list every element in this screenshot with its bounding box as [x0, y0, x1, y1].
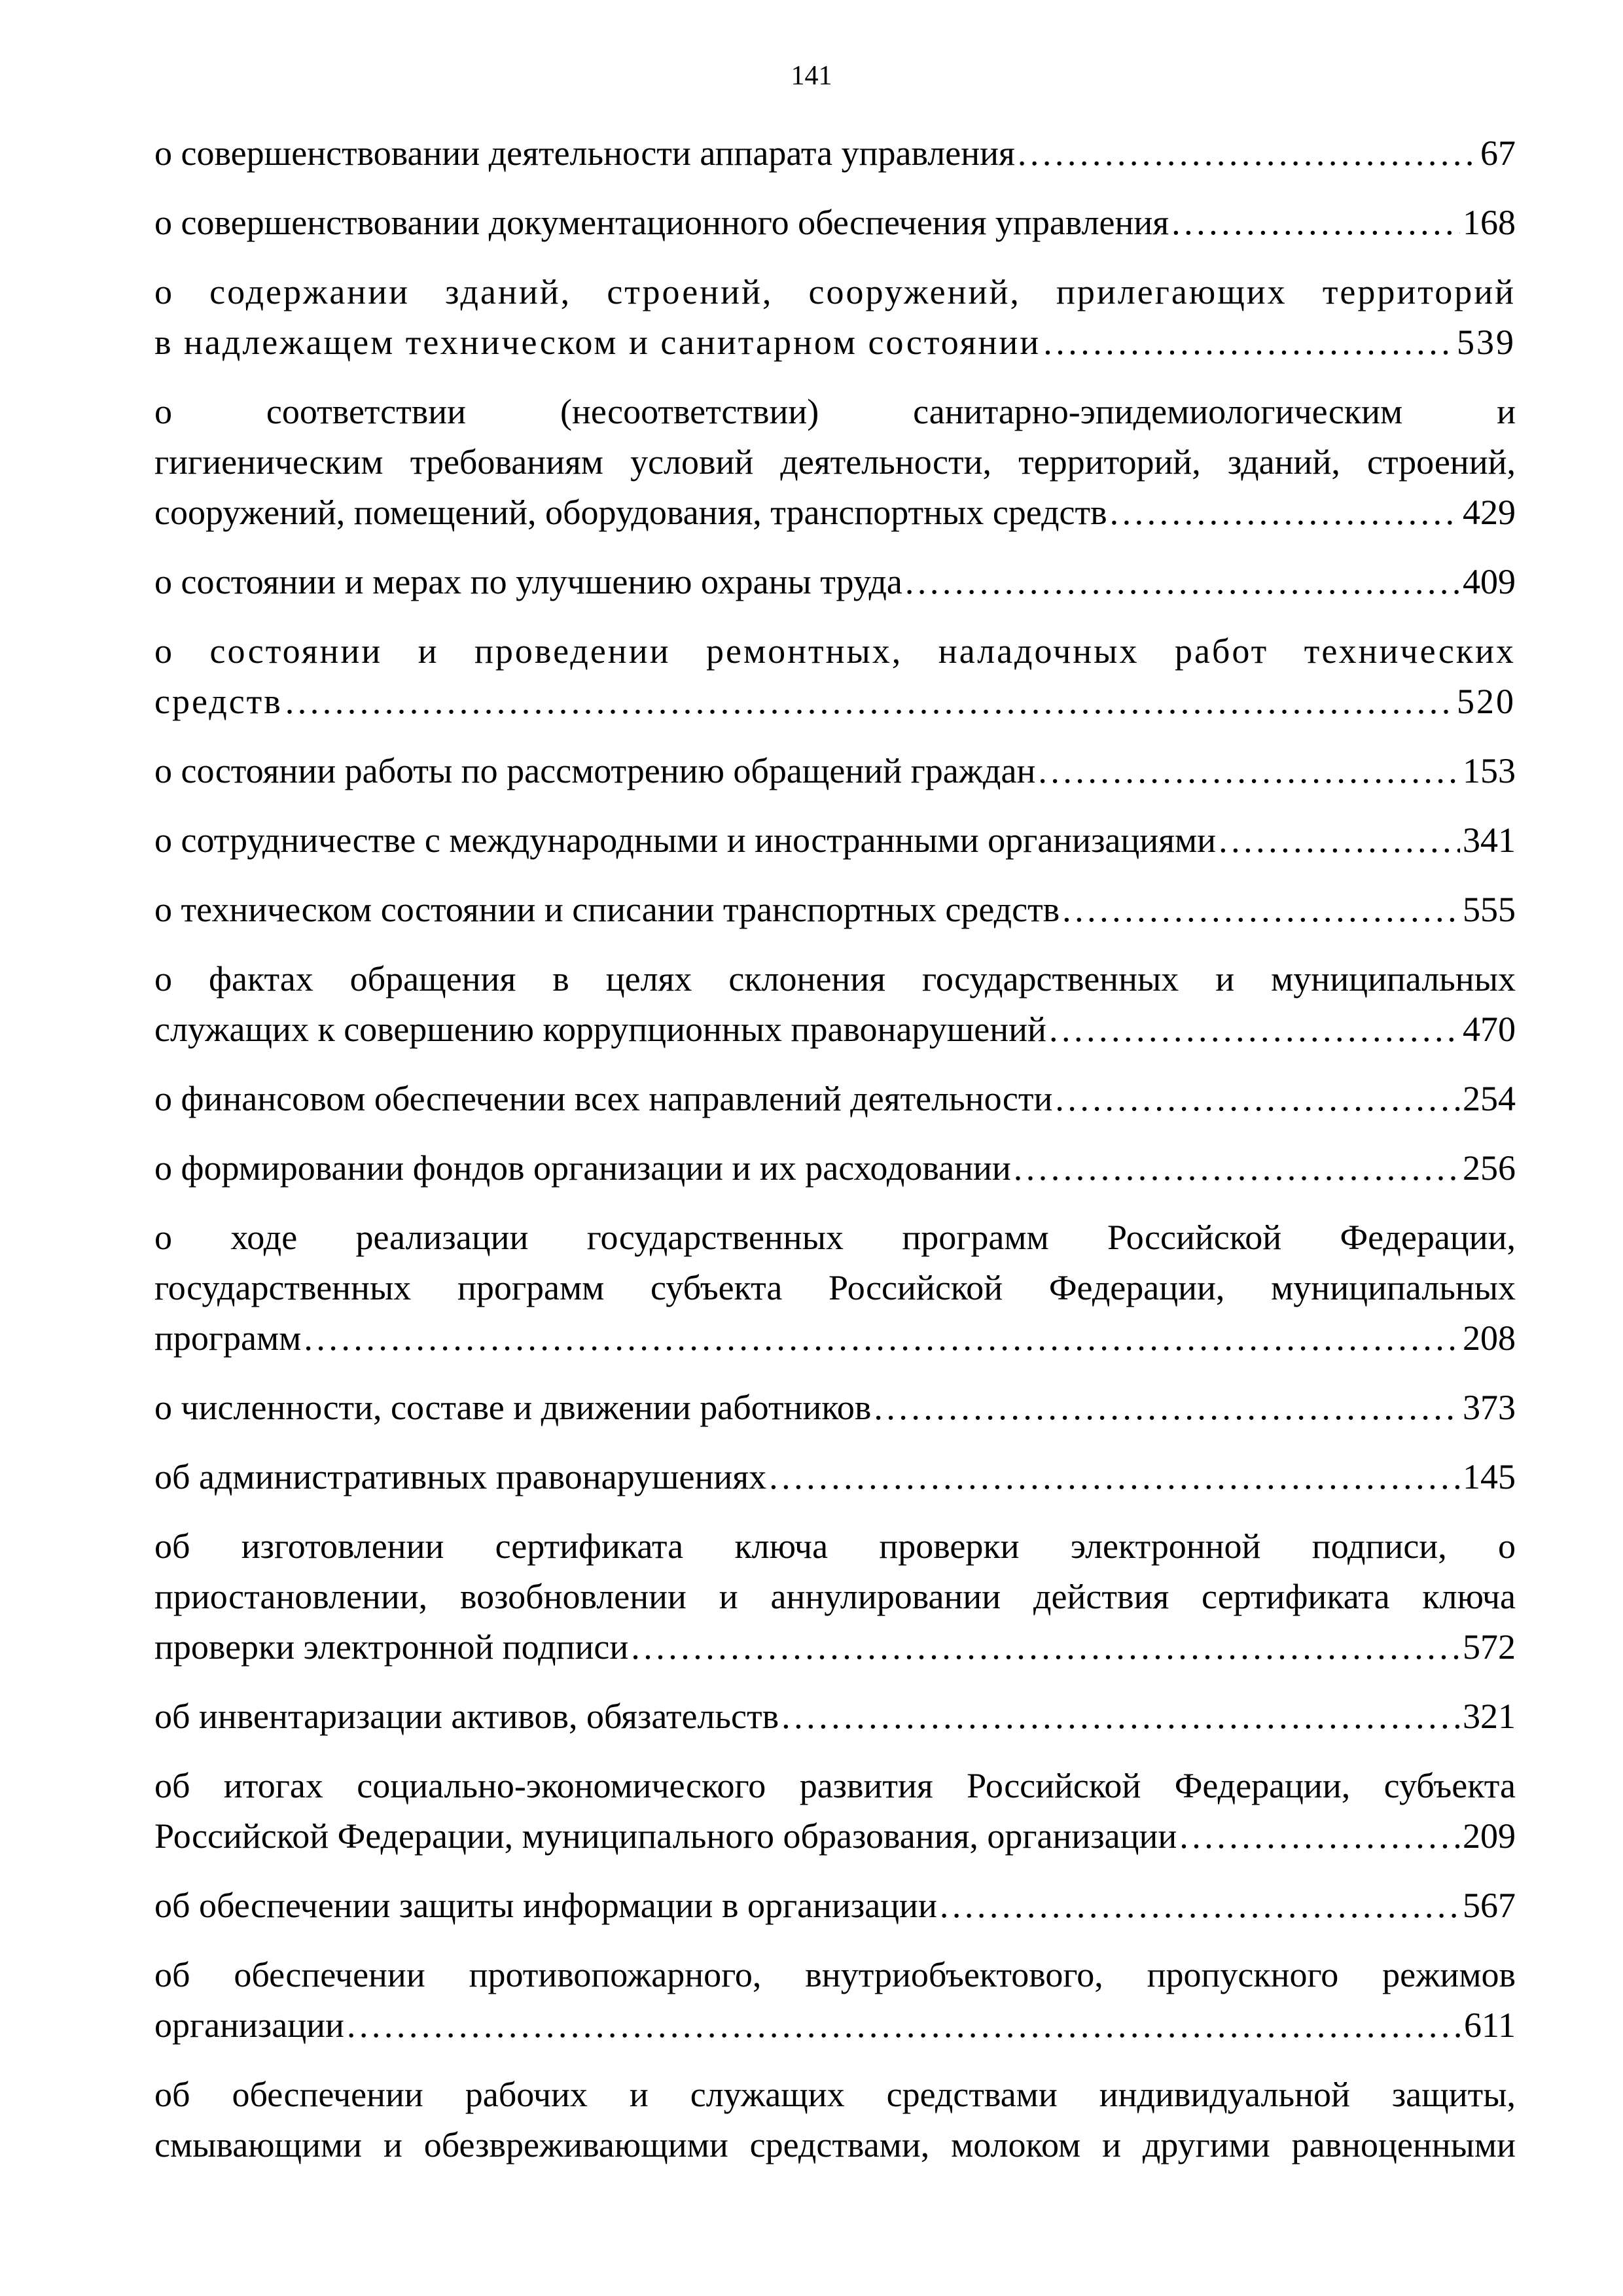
entry-line: об обеспечении противопожарного, внутриобъектового, пропускного режимов [154, 1955, 1516, 1994]
entry-text: о совершенствовании документационного обеспечения управления [154, 203, 1169, 242]
index-entry [154, 1691, 1516, 1742]
index-entry [154, 1761, 1516, 1862]
index-entry [154, 2070, 1516, 2170]
entry-text: о состоянии работы по рассмотрению обращений граждан [154, 751, 1036, 790]
entry-text: Российской Федерации, муниципального образования, организации [154, 1816, 1177, 1856]
entry-line [154, 1143, 1516, 1193]
index-entry [154, 1212, 1516, 1364]
subject-index [154, 128, 1516, 2189]
entry-line [154, 487, 1516, 538]
entry-page: 539 [1457, 323, 1516, 362]
entry-line [154, 1074, 1516, 1124]
entry-line: об изготовлении сертификата ключа проверки электронной подписи, о [154, 1527, 1516, 1566]
entry-text: программ [154, 1318, 302, 1358]
index-entry [154, 815, 1516, 866]
index-entry [154, 1383, 1516, 1433]
entry-line [154, 198, 1516, 248]
entry-line [154, 1313, 1516, 1364]
entry-page: 611 [1464, 2005, 1516, 2045]
index-entry [154, 746, 1516, 796]
dot-leader [285, 677, 1454, 727]
dot-leader [1014, 1143, 1460, 1193]
entry-page: 67 [1480, 133, 1516, 173]
entry-line [154, 885, 1516, 935]
entry-text: о численности, составе и движении работников [154, 1388, 872, 1427]
entry-page: 153 [1463, 751, 1516, 790]
index-entry [154, 1143, 1516, 1193]
dot-leader [1018, 128, 1478, 179]
entry-line [154, 128, 1516, 179]
index-entry [154, 1074, 1516, 1124]
entry-text: о сотрудничестве с международными и иностранными организациями [154, 821, 1217, 860]
dot-leader [940, 1881, 1460, 1931]
entry-line [154, 1811, 1516, 1862]
dot-leader [874, 1383, 1460, 1433]
dot-leader [1110, 487, 1460, 538]
entry-page: 168 [1463, 203, 1516, 242]
index-entry [154, 267, 1516, 368]
entry-text: о формировании фондов организации и их расходовании [154, 1148, 1011, 1188]
entry-line [154, 557, 1516, 607]
entry-line [154, 1691, 1516, 1742]
entry-line [154, 746, 1516, 796]
entry-page: 208 [1463, 1318, 1516, 1358]
entry-line: о соответствии (несоответствии) санитарно-эпидемиологическим и [154, 392, 1516, 431]
dot-leader [1171, 198, 1460, 248]
dot-leader [304, 1313, 1460, 1364]
index-entry [154, 885, 1516, 935]
entry-page: 254 [1463, 1079, 1516, 1118]
dot-leader [781, 1691, 1460, 1742]
entry-line [154, 317, 1516, 368]
entry-line: о состоянии и проведении ремонтных, наладочных работ технических [154, 631, 1516, 671]
dot-leader [1219, 815, 1460, 866]
entry-page: 555 [1463, 890, 1516, 929]
entry-page: 209 [1463, 1816, 1516, 1856]
entry-page: 567 [1463, 1886, 1516, 1925]
entry-page: 145 [1463, 1457, 1516, 1496]
entry-page: 470 [1463, 1010, 1516, 1049]
entry-page: 256 [1463, 1148, 1516, 1188]
entry-page: 429 [1463, 493, 1516, 532]
index-entry [154, 626, 1516, 727]
entry-text: о состоянии и мерах по улучшению охраны труда [154, 562, 902, 601]
dot-leader [631, 1622, 1460, 1672]
index-entry [154, 557, 1516, 607]
dot-leader [1062, 885, 1460, 935]
index-entry [154, 1452, 1516, 1502]
entry-page: 341 [1463, 821, 1516, 860]
entry-line: приостановлении, возобновлении и аннулировании действия сертификата ключа [154, 1577, 1516, 1616]
dot-leader [1038, 746, 1460, 796]
index-entry [154, 128, 1516, 179]
entry-page: 373 [1463, 1388, 1516, 1427]
entry-line: о фактах обращения в целях склонения государственных и муниципальных [154, 959, 1516, 998]
index-entry [154, 198, 1516, 248]
dot-leader [1179, 1811, 1460, 1862]
index-entry [154, 1950, 1516, 2051]
entry-line [154, 1004, 1516, 1055]
entry-line: о ходе реализации государственных программ Российской Федерации, [154, 1218, 1516, 1257]
entry-text: об инвентаризации активов, обязательств [154, 1697, 779, 1736]
dot-leader [769, 1452, 1460, 1502]
entry-line: об обеспечении рабочих и служащих средствами индивидуальной защиты, [154, 2075, 1516, 2114]
index-entry [154, 1521, 1516, 1672]
dot-leader [1055, 1074, 1460, 1124]
entry-line [154, 1622, 1516, 1672]
entry-line: смывающими и обезвреживающими средствами, молоком и другими равноценными [154, 2125, 1516, 2164]
entry-text: в надлежащем техническом и санитарном состоянии [154, 323, 1041, 362]
entry-line: о содержании зданий, строений, сооружений, прилегающих территорий [154, 272, 1516, 311]
entry-text: средств [154, 682, 283, 721]
entry-page: 572 [1463, 1627, 1516, 1667]
page-number: 141 [791, 61, 832, 91]
entry-page: 409 [1463, 562, 1516, 601]
entry-line [154, 1881, 1516, 1931]
entry-text: о финансовом обеспечении всех направлений деятельности [154, 1079, 1053, 1118]
entry-line [154, 1383, 1516, 1433]
dot-leader [347, 2000, 1461, 2051]
entry-text: об обеспечении защиты информации в организации [154, 1886, 937, 1925]
entry-line [154, 677, 1516, 727]
entry-text: об административных правонарушениях [154, 1457, 767, 1496]
entry-line: об итогах социально-экономического развития Российской Федерации, субъекта [154, 1766, 1516, 1805]
entry-line [154, 1452, 1516, 1502]
entry-page: 321 [1463, 1697, 1516, 1736]
entry-text: сооружений, помещений, оборудования, транспортных средств [154, 493, 1107, 532]
entry-page: 520 [1457, 682, 1516, 721]
entry-line: гигиеническим требованиям условий деятельности, территорий, зданий, строений, [154, 442, 1516, 482]
index-entry [154, 387, 1516, 538]
entry-text: о совершенствовании деятельности аппарата управления [154, 133, 1015, 173]
entry-line [154, 815, 1516, 866]
dot-leader [1049, 1004, 1460, 1055]
index-entry [154, 1881, 1516, 1931]
entry-text: служащих к совершению коррупционных правонарушений [154, 1010, 1046, 1049]
entry-text: проверки электронной подписи [154, 1627, 629, 1667]
entry-text: организации [154, 2005, 344, 2045]
entry-line [154, 2000, 1516, 2051]
dot-leader [1043, 317, 1454, 368]
entry-line: государственных программ субъекта Российской Федерации, муниципальных [154, 1268, 1516, 1307]
dot-leader [905, 557, 1460, 607]
index-entry [154, 954, 1516, 1055]
entry-text: о техническом состоянии и списании транспортных средств [154, 890, 1060, 929]
